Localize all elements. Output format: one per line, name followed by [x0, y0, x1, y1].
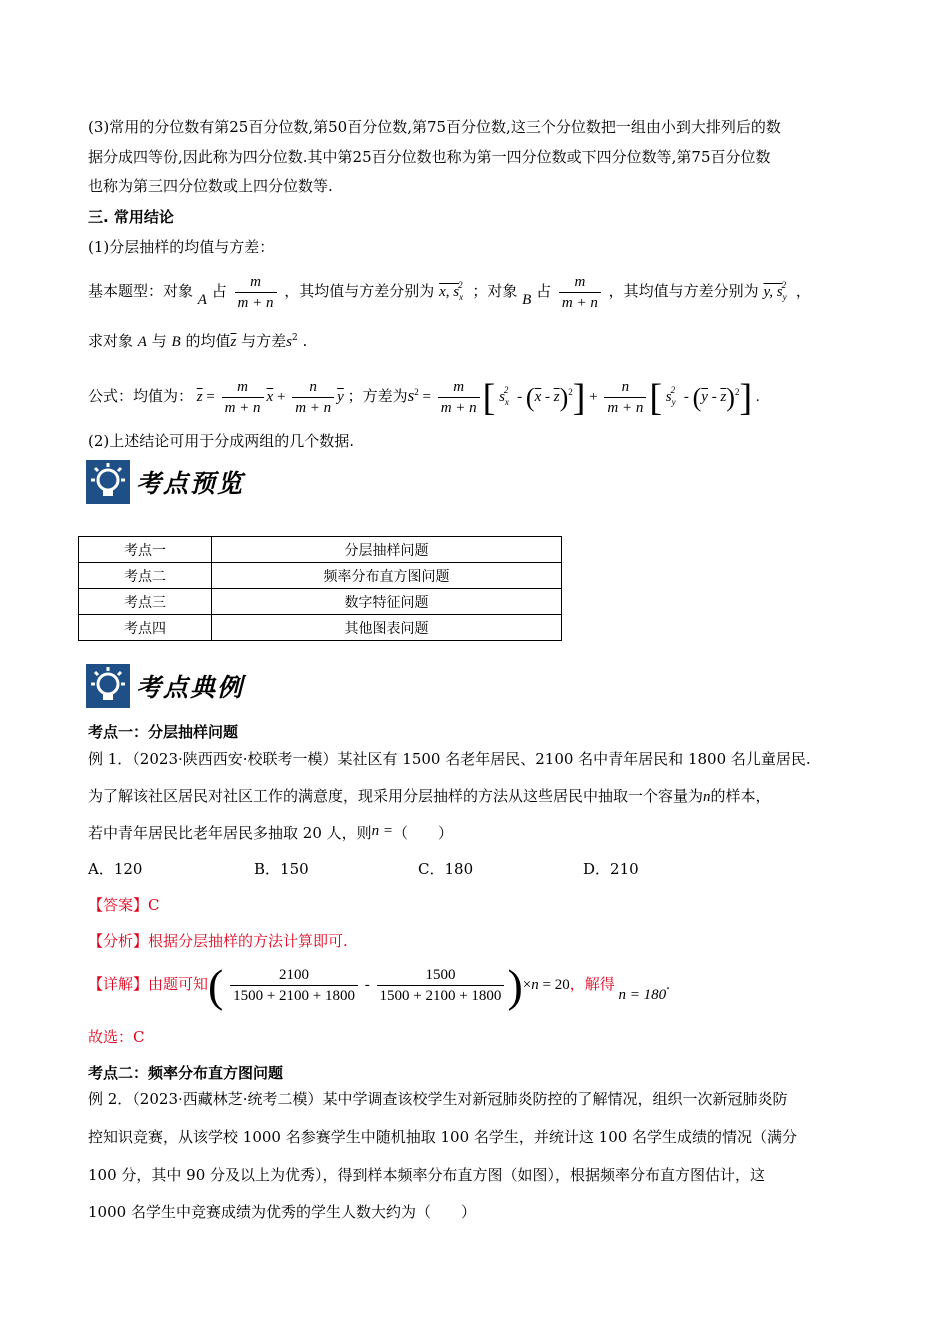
table-row: 考点四 其他图表问题: [79, 615, 562, 641]
text: ，: [795, 282, 811, 300]
paragraph-line: (3)常用的分位数有第25百分位数,第50百分位数,第75百分位数,这三个分位数把一组由小到大排列后的数: [88, 118, 781, 136]
table-row: 考点三 数字特征问题: [79, 589, 562, 615]
kaodian-1-title: 考点一：分层抽样问题: [88, 723, 239, 741]
section-banner-preview: [86, 460, 256, 504]
example-1-line: 若中青年居民比老年居民多抽取 20 人，则n =（ ）: [88, 823, 454, 842]
var-A: A: [197, 292, 207, 308]
table-row: 考点二 频率分布直方图问题: [79, 563, 562, 589]
sx2: $s_x^2$: [499, 385, 509, 407]
fraction-1500: $\frac{1500}{1500 + 2100 + 1800}$: [377, 965, 505, 1006]
example-2-line: 100 分，其中 90 分及以上为优秀），得到样本频率分布直方图（如图），根据频率分布直方图估计，这: [88, 1166, 766, 1184]
formula-line: 公式：均值为： $\overline{z}$ = $\frac{m}{m + n}$ $\overline{x}$ + $\frac{n}{m + n}$ $\overline{y}$ ；方差为$s^2$ = $\frac{m}{m + n}$ [ $s_x^2 - (\overline{x} - \overline{z})^2$] + $\frac{n}{m + n}$ [ $s_y^2 - (\overline{y} - \overline{z})^2$] .: [88, 376, 760, 419]
ys-term: y, $s_y^2$: [763, 280, 787, 302]
answer: 【答案】C: [88, 896, 160, 914]
option-c: C．180: [418, 860, 474, 878]
option-d: D．210: [583, 860, 639, 878]
kaodian-table: [78, 536, 562, 641]
basic-problem-line: [88, 268, 811, 314]
fraction-m-over-mn: $\frac{m}{m + n}$: [559, 272, 601, 313]
kaodian-2-title: 考点二：频率分布直方图问题: [88, 1064, 284, 1082]
text: ，其均值与方差分别为: [284, 282, 435, 300]
analysis: 【分析】根据分层抽样的方法计算即可.: [88, 932, 348, 950]
example-2-line: 控知识竞赛，从该学校 1000 名参赛学生中随机抽取 100 名学生，并统计这 100 名学生成绩的情况（满分: [88, 1128, 798, 1146]
paragraph-line: 也称为第三四分位数或上四分位数等.: [88, 177, 333, 195]
text: ，其均值与方差分别为: [608, 282, 759, 300]
table-row: 考点一 分层抽样问题: [79, 537, 562, 563]
banner-title: 考点预览: [136, 469, 245, 498]
fraction-m-over-mn: $\frac{m}{m + n}$: [235, 272, 277, 313]
text: ；对象: [472, 282, 518, 300]
choose: 故选：C: [88, 1028, 145, 1046]
example-2-line: 例 2．（2023·西藏林芝·统考二模）某中学调查该校学生对新冠肺炎防控的了解情况，组织一次新冠肺炎防: [88, 1090, 788, 1108]
sy2: $s_y^2$: [665, 385, 676, 407]
text: 占: [536, 282, 552, 300]
text: 基本题型：对象: [88, 282, 194, 300]
xs-term: x, $s_x^2$: [439, 280, 464, 302]
lightbulb-icon: [86, 664, 130, 708]
detail-line: 【详解】由题可知( $\frac{2100}{1500 + 2100 + 1800}$ - $\frac{1500}{1500 + 2100 + 1800}$ )×n = 20，解得 n = 180.: [88, 959, 670, 1011]
text: 占: [211, 282, 227, 300]
example-1-line: 为了解该社区居民对社区工作的满意度，现采用分层抽样的方法从这些居民中抽取一个容量为n的样本，: [88, 787, 771, 805]
z-bar: $\overline{z}$: [196, 389, 203, 405]
fraction-m: $\frac{m}{m + n}$: [438, 377, 480, 418]
ask-line: 求对象 A 与 B 的均值$\overline{z}$ 与方差$s^2$ .: [88, 332, 308, 350]
paragraph-line: 据分成四等份,因此称为四分位数.其中第25百分位数也称为第一四分位数或下四分位数等,第75百分位数: [88, 148, 771, 166]
item-2: (2)上述结论可用于分成两组的几个数据.: [88, 432, 355, 450]
example-1-line: 例 1．（2023·陕西西安·校联考一模）某社区有 1500 名老年居民、2100 名中青年居民和 1800 名儿童居民.: [88, 750, 811, 768]
fraction-n: $\frac{n}{m + n}$: [604, 377, 646, 418]
lightbulb-icon: [86, 460, 130, 504]
fraction-n: $\frac{n}{m + n}$: [292, 377, 334, 418]
item-title: (1)分层抽样的均值与方差：: [88, 238, 275, 256]
var-B: B: [522, 292, 532, 308]
section-title: 三. 常用结论: [88, 208, 174, 226]
section-banner-examples: [86, 664, 256, 708]
example-2-line: 1000 名学生中竞赛成绩为优秀的学生人数大约为（ ）: [88, 1203, 476, 1221]
fraction-m: $\frac{m}{m + n}$: [222, 377, 264, 418]
banner-title: 考点典例: [136, 673, 245, 702]
fraction-2100: $\frac{2100}{1500 + 2100 + 1800}$: [230, 965, 358, 1006]
option-b: B．150: [254, 860, 309, 878]
option-a: A．120: [88, 860, 143, 878]
